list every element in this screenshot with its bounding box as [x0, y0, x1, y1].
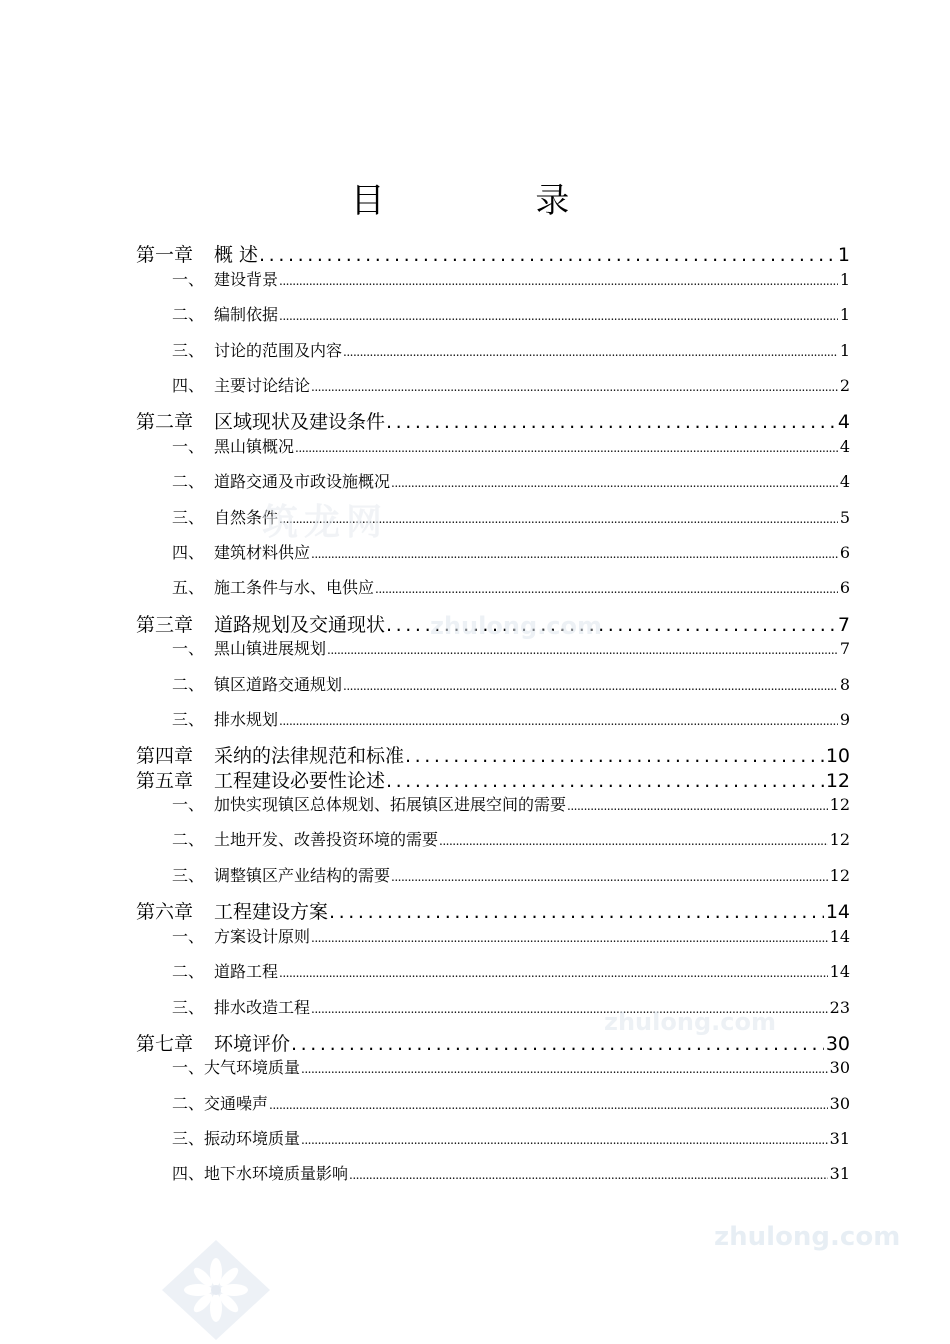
section-title: 黑山镇概况	[214, 437, 295, 456]
section-number: 二、	[172, 305, 205, 324]
section-title: 道路交通及市政设施概况	[214, 472, 391, 491]
dot-leader	[349, 1163, 828, 1187]
dot-leader	[311, 997, 828, 1021]
section-title: 道路工程	[214, 962, 279, 981]
dot-leader	[279, 961, 828, 985]
toc-section-7-3[interactable]	[172, 1127, 850, 1151]
toc-chapter-1[interactable]	[136, 242, 850, 268]
section-title: 振动环境质量	[204, 1129, 301, 1148]
dot-leader	[311, 542, 838, 566]
section-number: 二、	[172, 675, 205, 694]
section-number: 二、	[172, 1094, 205, 1113]
section-number: 三、	[172, 1129, 205, 1148]
section-number: 三、	[172, 866, 205, 885]
toc-section-2-4[interactable]	[172, 541, 850, 565]
dot-leader	[279, 269, 838, 293]
dot-leader	[259, 242, 836, 268]
chapter-page-number: 30	[825, 1033, 850, 1055]
chapter-title: 道路规划及交通现状	[214, 614, 386, 636]
section-page-number: 6	[839, 578, 850, 597]
chapter-title: 环境评价	[214, 1033, 291, 1055]
section-page-number: 4	[839, 437, 850, 456]
section-number: 三、	[172, 998, 205, 1017]
toc-section-7-1[interactable]	[172, 1056, 850, 1080]
section-title: 镇区道路交通规划	[214, 675, 343, 694]
section-title: 大气环境质量	[204, 1058, 301, 1077]
dot-leader	[301, 1128, 828, 1152]
dot-leader	[343, 340, 838, 364]
chapter-page-number: 4	[837, 411, 850, 433]
section-title: 黑山镇进展规划	[214, 639, 327, 658]
chapter-number: 第五章	[136, 770, 194, 792]
dot-leader	[291, 1031, 824, 1057]
dot-leader	[405, 743, 824, 769]
dot-leader	[343, 674, 838, 698]
toc-section-3-1[interactable]	[172, 637, 850, 661]
chapter-number: 第一章	[136, 244, 194, 266]
section-title: 方案设计原则	[214, 927, 311, 946]
dot-leader	[279, 507, 838, 531]
toc-section-5-1[interactable]	[172, 793, 850, 817]
section-page-number: 5	[839, 508, 850, 527]
dot-leader	[301, 1057, 828, 1081]
chapter-number: 第三章	[136, 614, 194, 636]
dot-leader	[311, 375, 838, 399]
dot-leader	[279, 709, 838, 733]
section-number: 三、	[172, 341, 205, 360]
dot-leader	[391, 471, 838, 495]
watermark-zhulong: zhulong.com	[714, 1222, 901, 1252]
toc-chapter-2[interactable]	[136, 409, 850, 435]
section-number: 一、	[172, 437, 205, 456]
page-title: 目 录	[350, 181, 640, 221]
section-page-number: 23	[829, 998, 850, 1017]
dot-leader	[269, 1093, 828, 1117]
dot-leader	[329, 899, 824, 925]
chapter-title: 概 述	[214, 244, 259, 266]
watermark-zhulong: zhulong.com	[430, 612, 602, 640]
watermark-zhulong: zhulong.com	[604, 1008, 776, 1036]
section-title: 施工条件与水、电供应	[214, 578, 375, 597]
toc-chapter-7[interactable]	[136, 1031, 850, 1057]
zhulong-logo-icon	[160, 1238, 272, 1342]
chapter-number: 第四章	[136, 745, 194, 767]
section-page-number: 4	[839, 472, 850, 491]
toc-section-6-3[interactable]	[172, 996, 850, 1020]
toc-chapter-3[interactable]	[136, 612, 850, 638]
dot-leader	[375, 577, 838, 601]
toc-section-5-3[interactable]	[172, 864, 850, 888]
toc-chapter-5[interactable]	[136, 768, 850, 794]
chapter-page-number: 14	[825, 901, 850, 923]
toc-chapter-4[interactable]	[136, 743, 850, 769]
section-page-number: 12	[829, 795, 850, 814]
section-title: 建设背景	[214, 270, 279, 289]
chapter-page-number: 1	[837, 244, 850, 266]
section-page-number: 1	[839, 341, 850, 360]
toc-section-3-2[interactable]	[172, 673, 850, 697]
chapter-page-number: 7	[837, 614, 850, 636]
section-page-number: 1	[839, 305, 850, 324]
toc-section-2-3[interactable]	[172, 506, 850, 530]
chapter-title: 工程建设方案	[214, 901, 329, 923]
section-title: 加快实现镇区总体规划、拓展镇区进展空间的需要	[214, 795, 567, 814]
section-number: 四、	[172, 376, 205, 395]
section-page-number: 7	[839, 639, 850, 658]
section-title: 排水规划	[214, 710, 279, 729]
section-page-number: 31	[829, 1129, 850, 1148]
section-number: 二、	[172, 472, 205, 491]
chapter-title: 工程建设必要性论述	[214, 770, 386, 792]
chapter-number: 第七章	[136, 1033, 194, 1055]
section-number: 一、	[172, 927, 205, 946]
section-page-number: 12	[829, 866, 850, 885]
chapter-title: 采纳的法律规范和标准	[214, 745, 405, 767]
section-title: 交通噪声	[204, 1094, 269, 1113]
dot-leader	[327, 638, 838, 662]
toc-section-7-4[interactable]	[172, 1162, 850, 1186]
section-title: 地下水环境质量影响	[204, 1164, 349, 1183]
toc-section-1-2[interactable]	[172, 303, 850, 327]
section-number: 二、	[172, 962, 205, 981]
section-number: 一、	[172, 1058, 205, 1077]
dot-leader	[386, 768, 824, 794]
dot-leader	[567, 794, 828, 818]
dot-leader	[439, 829, 828, 853]
toc-section-1-3[interactable]	[172, 339, 850, 363]
toc-section-1-4[interactable]	[172, 374, 850, 398]
section-title: 建筑材料供应	[214, 543, 311, 562]
section-page-number: 9	[839, 710, 850, 729]
toc-section-5-2[interactable]	[172, 828, 850, 852]
section-page-number: 14	[829, 927, 850, 946]
toc-section-2-5[interactable]	[172, 576, 850, 600]
section-page-number: 14	[829, 962, 850, 981]
section-title: 主要讨论结论	[214, 376, 311, 395]
section-title: 自然条件	[214, 508, 279, 527]
section-number: 一、	[172, 270, 205, 289]
chapter-title: 区域现状及建设条件	[214, 411, 386, 433]
section-title: 排水改造工程	[214, 998, 311, 1017]
dot-leader	[386, 409, 836, 435]
dot-leader	[295, 436, 838, 460]
section-page-number: 31	[829, 1164, 850, 1183]
section-page-number: 30	[829, 1058, 850, 1077]
dot-leader	[311, 926, 828, 950]
dot-leader	[391, 865, 828, 889]
section-number: 一、	[172, 795, 205, 814]
toc-chapter-6[interactable]	[136, 899, 850, 925]
section-page-number: 1	[839, 270, 850, 289]
toc-section-2-1[interactable]	[172, 435, 850, 459]
section-number: 五、	[172, 578, 205, 597]
toc-section-2-2[interactable]	[172, 470, 850, 494]
section-title: 编制依据	[214, 305, 279, 324]
section-number: 二、	[172, 830, 205, 849]
toc-section-1-1[interactable]	[172, 268, 850, 292]
toc-section-7-2[interactable]	[172, 1092, 850, 1116]
section-number: 四、	[172, 543, 205, 562]
section-title: 调整镇区产业结构的需要	[214, 866, 391, 885]
toc-section-6-1[interactable]	[172, 925, 850, 949]
chapter-page-number: 12	[825, 770, 850, 792]
section-number: 四、	[172, 1164, 205, 1183]
chapter-page-number: 10	[825, 745, 850, 767]
toc-section-3-3[interactable]	[172, 708, 850, 732]
section-number: 一、	[172, 639, 205, 658]
watermark-cn: 筑龙网	[262, 502, 389, 543]
section-number: 三、	[172, 508, 205, 527]
section-page-number: 8	[839, 675, 850, 694]
section-title: 讨论的范围及内容	[214, 341, 343, 360]
section-page-number: 30	[829, 1094, 850, 1113]
section-title: 土地开发、改善投资环境的需要	[214, 830, 439, 849]
toc-section-6-2[interactable]	[172, 960, 850, 984]
chapter-number: 第六章	[136, 901, 194, 923]
section-page-number: 6	[839, 543, 850, 562]
dot-leader	[279, 304, 838, 328]
section-number: 三、	[172, 710, 205, 729]
chapter-number: 第二章	[136, 411, 194, 433]
section-page-number: 2	[839, 376, 850, 395]
dot-leader	[386, 612, 836, 638]
section-page-number: 12	[829, 830, 850, 849]
